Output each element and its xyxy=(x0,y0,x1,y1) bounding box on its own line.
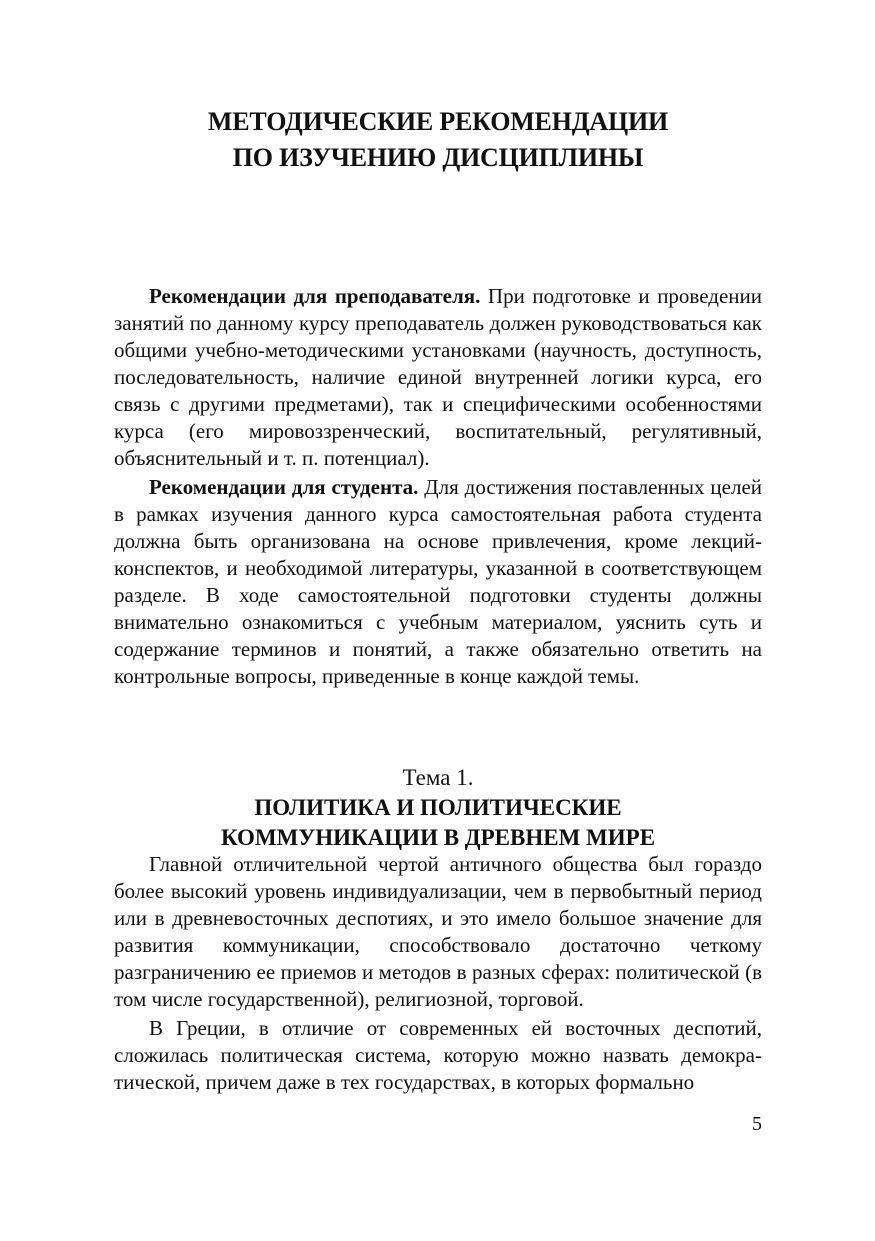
student-recommendation-paragraph xyxy=(114,474,762,690)
topic-title-line-2: КОММУНИКАЦИИ В ДРЕВНЕМ МИРЕ xyxy=(220,825,656,850)
teacher-recommendation-paragraph xyxy=(114,283,762,472)
topic-body xyxy=(114,851,762,1096)
page-title-line-1: МЕТОДИЧЕСКИЕ РЕКОМЕНДАЦИИ xyxy=(207,107,669,136)
recommendations-section xyxy=(114,283,762,690)
body-paragraph-2: В Греции, в отличие от современных ей восточных деспотий, сложилась политическая система, которую можно назвать демократической, причем даже в тех государствах, в которых формально xyxy=(114,1016,762,1094)
student-recommendation-text: Для достижения поставленных целей в рамках изучения данного курса самостоятельная работа студента должна быть организована на основе привлечения, кроме лекций-конспектов, и необходимой литературы, указанной в соответствующем разделе. В ходе самостоятельной подготовки студенты должны внимательно ознакомиться с учебным материалом, уяснить суть и содержание терминов и понятий, а также обязательно ответить на контрольные вопросы, приведенные в конце каждой темы. xyxy=(114,475,762,688)
student-recommendation-label: Рекомендации для студента. xyxy=(149,475,419,499)
page-title xyxy=(114,104,762,176)
document-page xyxy=(114,0,762,1241)
page-title-line-2: ПО ИЗУЧЕНИЮ ДИСЦИПЛИНЫ xyxy=(232,143,644,172)
teacher-recommendation-label: Рекомендации для преподавателя. xyxy=(149,284,481,308)
topic-title-line-1: ПОЛИТИКА И ПОЛИТИЧЕСКИЕ xyxy=(254,795,622,820)
page-number: 5 xyxy=(752,1113,762,1135)
teacher-recommendation-text: При подготовке и проведении занятий по данному курсу преподаватель должен руководствоваться как общими учебно-методическими установками (научность, доступность, последовательность, наличие единой внутренней логики курса, его связь с другими предметами), так и специфическими особенностями курса (его мировоззренческий, воспитательный, регулятивный, объяснительный и т. п. потенциал). xyxy=(114,284,762,470)
topic-heading-line-1 xyxy=(114,763,762,823)
topic-label: Тема 1. xyxy=(402,765,474,790)
topic-heading xyxy=(114,763,762,853)
body-paragraph-1: Главной отличительной чертой античного общества был гораздо более высокий уровень индивидуализации, чем в первобытный период или в древневосточных деспотиях, и это имело большое значение для развития коммуникации, способствовало достаточно четкому разграничению ее приемов и методов в разных сферах: политической (в том числе государственной), религиозной, торговой. xyxy=(114,852,762,1011)
